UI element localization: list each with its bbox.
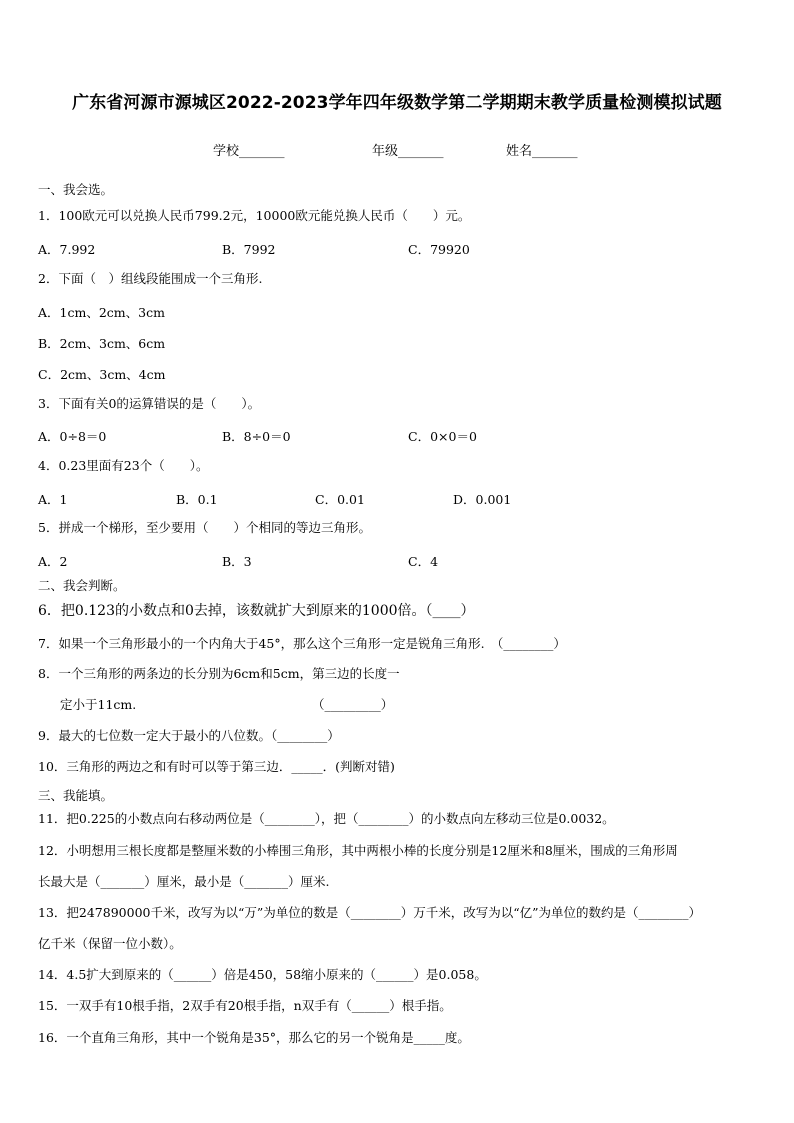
question-1-option-a: A．7.992 [38,242,96,257]
question-2-option-b: B．2cm、3cm、6cm [38,336,166,351]
question-2-stem: 2．下面（ ）组线段能围成一个三角形. [38,271,263,286]
question-13-line-2: 亿千米（保留一位小数）。 [38,936,182,951]
page-title: 广东省河源市源城区2022-2023学年四年级数学第二学期期末教学质量检测模拟试题 [72,93,722,113]
question-8-blank: （_________） [312,697,394,712]
question-12-line-1: 12．小明想用三根长度都是整厘米数的小棒围三角形，其中两根小棒的长度分别是12厘米和8厘米，围成的三角形周 [38,843,678,858]
question-3-option-a: A．0÷8＝0 [38,429,107,444]
question-2-option-c: C．2cm、3cm、4cm [38,367,166,382]
question-11: 11．把0.225的小数点向右移动两位是（________），把（________）的小数点向左移动三位是0.0032。 [38,811,615,826]
question-4-option-a: A．1 [38,492,68,507]
question-4-option-b: B．0.1 [176,492,218,507]
question-9: 9．最大的七位数一定大于最小的八位数。（________） [38,728,340,743]
school-field: 学校_______ [213,144,285,159]
section-heading-judge: 二、我会判断。 [38,578,126,593]
section-heading-fill: 三、我能填。 [38,788,114,803]
question-4-option-d: D．0.001 [453,492,512,507]
question-8-line-1: 8．一个三角形的两条边的长分别为6cm和5cm，第三边的长度一 [38,666,400,681]
question-16: 16．一个直角三角形，其中一个锐角是35°，那么它的另一个锐角是_____度。 [38,1030,470,1045]
question-13-line-1: 13．把247890000千米，改写为以“万”为单位的数是（________）万千米，改写为以“亿”为单位的数约是（________） [38,905,702,920]
question-7: 7．如果一个三角形最小的一个内角大于45°，那么这个三角形一定是锐角三角形. （________） [38,636,566,651]
question-1-stem: 1．100欧元可以兑换人民币799.2元，10000欧元能兑换人民币（ ）元。 [38,208,471,223]
question-8-line-2: 定小于11cm. [60,697,137,712]
question-12-line-2: 长最大是（_______）厘米，最小是（_______）厘米. [38,874,330,889]
question-3-option-c: C．0×0＝0 [408,429,477,444]
question-4-stem: 4．0.23里面有23个（ ）。 [38,458,209,473]
section-heading-choice: 一、我会选。 [38,182,114,197]
question-4-option-c: C．0.01 [315,492,365,507]
question-5-stem: 5．拼成一个梯形，至少要用（ ）个相同的等边三角形。 [38,520,371,535]
question-5-option-c: C．4 [408,554,439,569]
question-1-option-c: C．79920 [408,242,470,257]
question-5-option-a: A．2 [38,554,68,569]
question-3-stem: 3．下面有关0的运算错误的是（ ）。 [38,396,261,411]
question-1-option-b: B．7992 [222,242,276,257]
question-10: 10．三角形的两边之和有时可以等于第三边．_____．(判断对错) [38,759,395,774]
question-15: 15．一双手有10根手指，2双手有20根手指，n双手有（______）根手指。 [38,998,452,1013]
question-5-option-b: B．3 [222,554,252,569]
question-6: 6．把0.123的小数点和0去掉，该数就扩大到原来的1000倍。（____） [38,603,475,619]
name-field: 姓名_______ [506,144,578,159]
question-2-option-a: A．1cm、2cm、3cm [38,305,165,320]
grade-field: 年级_______ [372,144,444,159]
question-3-option-b: B．8÷0＝0 [222,429,291,444]
question-14: 14．4.5扩大到原来的（______）倍是450，58缩小原来的（______）是0.058。 [38,967,487,982]
